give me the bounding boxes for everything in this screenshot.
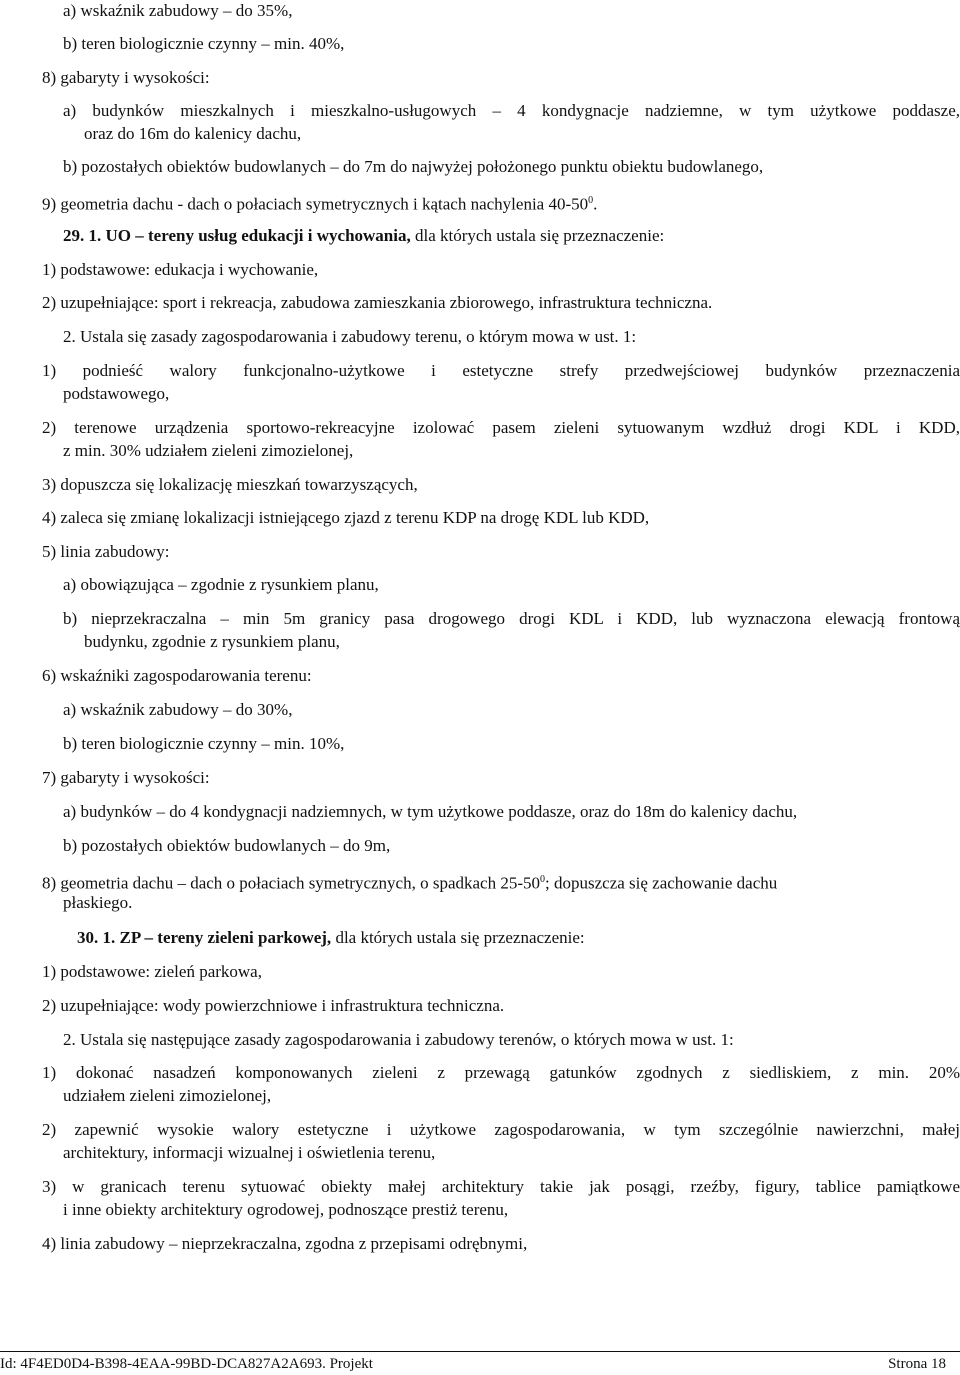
text-line: płaskiego. [63, 893, 133, 912]
text-line: 3) dopuszcza się lokalizację mieszkań towarzyszących, [42, 475, 418, 494]
text-line: 1) podstawowe: zieleń parkowa, [42, 962, 262, 981]
text-line: 8) gabaryty i wysokości: [42, 68, 210, 87]
text-line: 2) zapewnić wysokie walory estetyczne i użytkowe zagospodarowania, w tym szczególnie nawierzchni, małej [42, 1120, 960, 1139]
text-line: b) pozostałych obiektów budowlanych – do 9m, [63, 836, 391, 855]
text-line: a) budynków – do 4 kondygnacji nadziemnych, w tym użytkowe poddasze, oraz do 18m do kalenicy dachu, [63, 802, 798, 821]
text-line: b) pozostałych obiektów budowlanych – do 7m do najwyżej położonego punktu obiektu budowlanego, [63, 157, 764, 176]
text-run: dla których ustala się przeznaczenie: [331, 928, 585, 947]
text-line: 2) uzupełniające: sport i rekreacja, zabudowa zamieszkania zbiorowego, infrastruktura techniczna. [42, 293, 713, 312]
footer-document-id: Id: 4F4ED0D4-B398-4EAA-99BD-DCA827A2A693. Projekt [0, 1356, 373, 1372]
text-line: 1) podstawowe: edukacja i wychowanie, [42, 260, 319, 279]
text-line [42, 190, 597, 216]
footer-divider [0, 1351, 960, 1352]
text-line: budynku, zgodnie z rysunkiem planu, [84, 632, 340, 651]
text-line: architektury, informacji wizualnej i oświetlenia terenu, [63, 1143, 436, 1162]
text-run: 8) geometria dachu – dach o połaciach symetrycznych, o spadkach 25-50 [42, 873, 541, 893]
text-line: 7) gabaryty i wysokości: [42, 768, 210, 787]
text-line: a) obowiązująca – zgodnie z rysunkiem planu, [63, 575, 379, 594]
text-line: a) wskaźnik zabudowy – do 35%, [63, 1, 293, 20]
text-line: b) teren biologicznie czynny – min. 40%, [63, 34, 345, 53]
text-run: 9) geometria dachu - dach o połaciach symetrycznych i kątach nachylenia 40-50 [42, 194, 589, 214]
text-line: 2. Ustala się zasady zagospodarowania i zabudowy terenu, o którym mowa w ust. 1: [63, 327, 637, 346]
text-run: . [593, 194, 598, 214]
text-line: 2) terenowe urządzenia sportowo-rekreacyjne izolować pasem zieleni sytuowanym wzdłuż drogi KDL i KDD, [42, 418, 960, 437]
text-line: b) nieprzekraczalna – min 5m granicy pasa drogowego drogi KDL i KDD, lub wyznaczona elewacją frontową [63, 609, 960, 628]
section-heading [63, 225, 664, 247]
text-line: 6) wskaźniki zagospodarowania terenu: [42, 666, 312, 685]
text-line [42, 869, 960, 895]
text-line: podstawowego, [63, 384, 170, 403]
superscript: 0 [588, 195, 594, 206]
text-line: i inne obiekty architektury ogrodowej, podnoszące prestiż terenu, [63, 1200, 509, 1219]
section-heading-bold: 29. 1. UO – tereny usług edukacji i wychowania, [63, 226, 411, 245]
superscript: 0 [540, 874, 546, 885]
footer-page-number: Strona 18 [888, 1356, 946, 1372]
text-line: 1) dokonać nasadzeń komponowanych zieleni z przewagą gatunków zgodnych z siedliskiem, z min. 20% [42, 1063, 960, 1082]
text-line: 4) zaleca się zmianę lokalizacji istniejącego zjazd z terenu KDP na drogę KDL lub KDD, [42, 508, 650, 527]
text-run: ; dopuszcza się zachowanie dachu [545, 873, 778, 893]
section-heading [77, 927, 585, 949]
text-line: 1) podnieść walory funkcjonalno-użytkowe i estetyczne strefy przedwejściowej budynków przeznaczenia [42, 361, 960, 380]
text-line: a) wskaźnik zabudowy – do 30%, [63, 700, 293, 719]
text-line: a) budynków mieszkalnych i mieszkalno-usługowych – 4 kondygnacje nadziemne, w tym użytkowe poddasze, [63, 101, 960, 120]
section-heading-bold: 30. 1. ZP – tereny zieleni parkowej, [77, 928, 332, 947]
text-line: udziałem zieleni zimozielonej, [63, 1086, 272, 1105]
text-line: 5) linia zabudowy: [42, 542, 170, 561]
text-line: 2. Ustala się następujące zasady zagospodarowania i zabudowy terenów, o których mowa w ust. 1: [63, 1030, 734, 1049]
text-line: b) teren biologicznie czynny – min. 10%, [63, 734, 345, 753]
text-run: dla których ustala się przeznaczenie: [410, 226, 665, 245]
text-line: 4) linia zabudowy – nieprzekraczalna, zgodna z przepisami odrębnymi, [42, 1234, 528, 1253]
text-line: oraz do 16m do kalenicy dachu, [84, 124, 302, 143]
text-line: z min. 30% udziałem zieleni zimozielonej, [63, 441, 354, 460]
text-line: 3) w granicach terenu sytuować obiekty małej architektury takie jak posągi, rzeźby, figury, tablice pamiątkowe [42, 1177, 960, 1196]
text-line: 2) uzupełniające: wody powierzchniowe i infrastruktura techniczna. [42, 996, 505, 1015]
